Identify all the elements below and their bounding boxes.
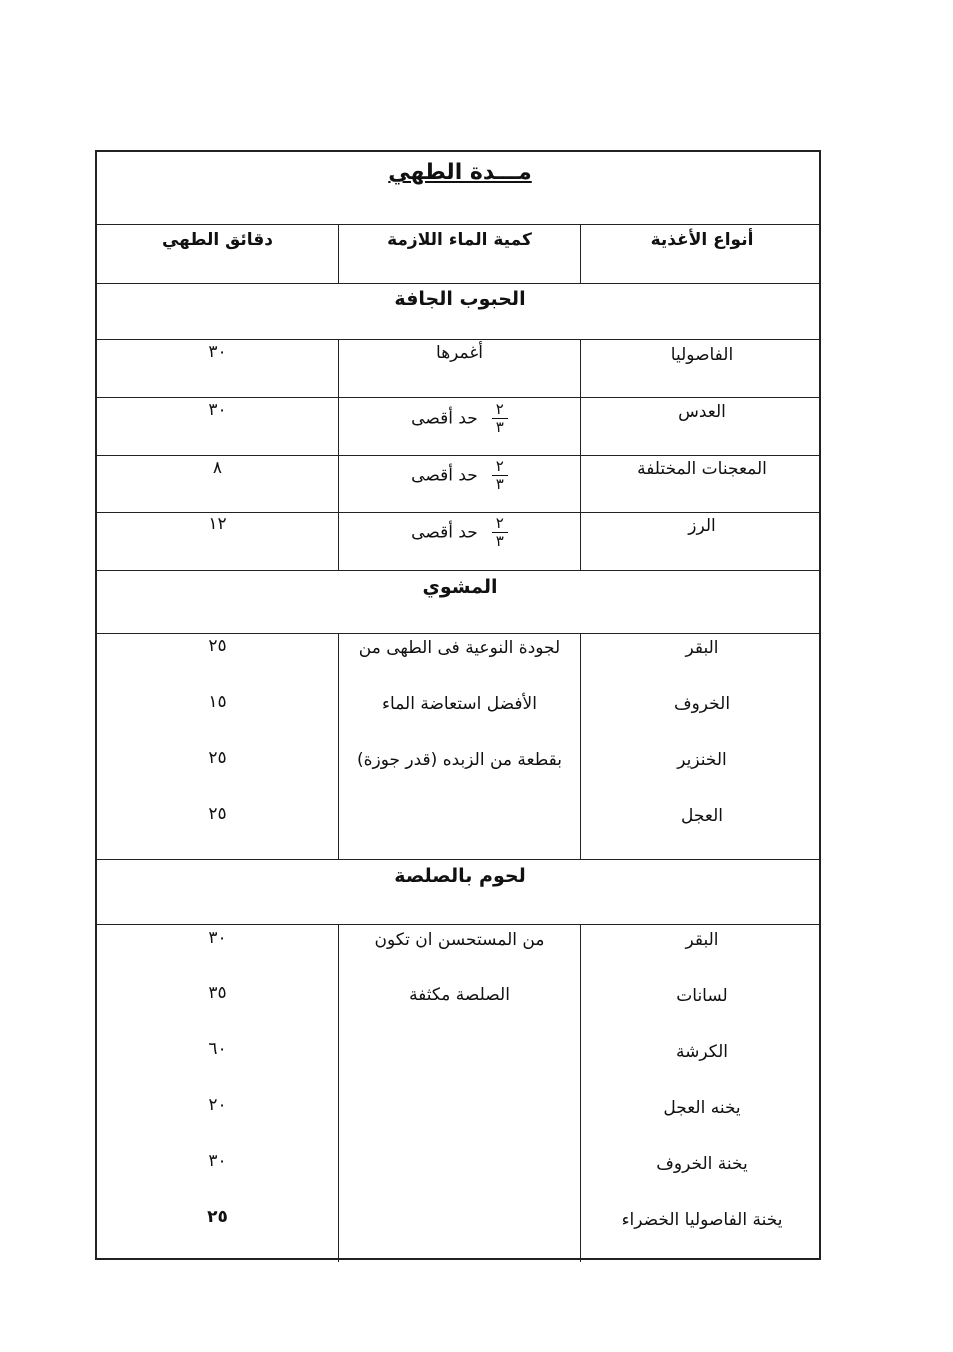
- water-amount: [339, 459, 580, 492]
- food-name: البقر: [685, 930, 719, 950]
- row-divider: [97, 224, 819, 225]
- row-divider: [97, 633, 819, 634]
- cook-minutes: ٣٠: [208, 342, 227, 362]
- cook-minutes: ٢٠: [208, 1095, 227, 1115]
- cook-minutes: ٢٥: [208, 748, 227, 768]
- food-name: الرز: [688, 516, 716, 536]
- food-name: العدس: [678, 402, 726, 422]
- water-note-line: بقطعة من الزبده (قدر جوزة): [356, 750, 563, 770]
- header-cook-minutes: دقائق الطهي: [161, 230, 274, 250]
- water-note-line: الصلصة مكثفة: [409, 985, 510, 1005]
- cook-minutes: ١٥: [208, 692, 227, 712]
- food-name: لسانات: [676, 986, 728, 1006]
- fraction-numerator: ٢: [492, 459, 508, 476]
- fraction: [492, 459, 508, 492]
- section-title-meat-in-sauce: لحوم بالصلصة: [394, 865, 526, 887]
- food-name: العجل: [681, 806, 723, 826]
- row-divider: [97, 512, 819, 513]
- fraction-denominator: ٣: [495, 532, 504, 550]
- column-divider: [338, 633, 339, 859]
- fraction-denominator: ٣: [495, 475, 504, 493]
- water-amount: [339, 516, 580, 549]
- column-divider: [338, 924, 339, 1262]
- cooking-time-table: [95, 150, 821, 1260]
- food-name: يخنة الفاصوليا الخضراء: [621, 1210, 783, 1230]
- water-amount: [339, 402, 580, 435]
- water-note-line: لجودة النوعية فى الطهى من: [358, 638, 561, 658]
- header-water-amount: كمية الماء اللازمة: [387, 230, 532, 250]
- fraction: [492, 402, 508, 435]
- header-food-types: أنواع الأغذية: [650, 230, 754, 250]
- row-divider: [97, 397, 819, 398]
- fraction: [492, 516, 508, 549]
- cook-minutes: ٢٥: [207, 1207, 228, 1227]
- cook-minutes: ٣٠: [208, 400, 227, 420]
- water-max-label: حد أقصى: [411, 408, 478, 429]
- fraction-numerator: ٢: [492, 402, 508, 419]
- cook-minutes: ١٢: [208, 514, 227, 534]
- food-name: يخنه العجل: [663, 1098, 741, 1118]
- food-name: البقر: [685, 638, 719, 658]
- water-max-label: حد أقصى: [411, 522, 478, 543]
- fraction-numerator: ٢: [492, 516, 508, 533]
- food-name: الخنزير: [677, 750, 727, 770]
- cook-minutes: ٣٠: [208, 928, 227, 948]
- row-divider: [97, 924, 819, 925]
- cook-minutes: ٦٠: [208, 1039, 227, 1059]
- food-name: الخروف: [673, 694, 731, 714]
- cook-minutes: ٨: [212, 458, 223, 478]
- page-title: مـــدة الطهي: [388, 160, 532, 185]
- food-name: الفاصوليا: [670, 345, 734, 365]
- row-divider: [97, 570, 819, 571]
- food-name: الكرشة: [675, 1042, 729, 1062]
- cook-minutes: ٢٥: [208, 804, 227, 824]
- cook-minutes: ٣٠: [208, 1151, 227, 1171]
- water-note-line: من المستحسن ان تكون: [374, 930, 545, 950]
- water-amount: أغمرها: [436, 343, 483, 363]
- section-title-dry-grains: الحبوب الجافة: [394, 288, 526, 310]
- row-divider: [97, 859, 819, 860]
- food-name: المعجنات المختلفة: [637, 459, 767, 479]
- row-divider: [97, 283, 819, 284]
- cook-minutes: ٢٥: [208, 636, 227, 656]
- water-note-line: الأفضل استعاضة الماء: [382, 694, 537, 714]
- row-divider: [97, 339, 819, 340]
- row-divider: [97, 455, 819, 456]
- section-title-roast: المشوي: [422, 576, 498, 598]
- water-max-label: حد أقصى: [411, 465, 478, 486]
- fraction-denominator: ٣: [495, 418, 504, 436]
- food-name: يخنة الخروف: [656, 1154, 748, 1174]
- cook-minutes: ٣٥: [208, 983, 227, 1003]
